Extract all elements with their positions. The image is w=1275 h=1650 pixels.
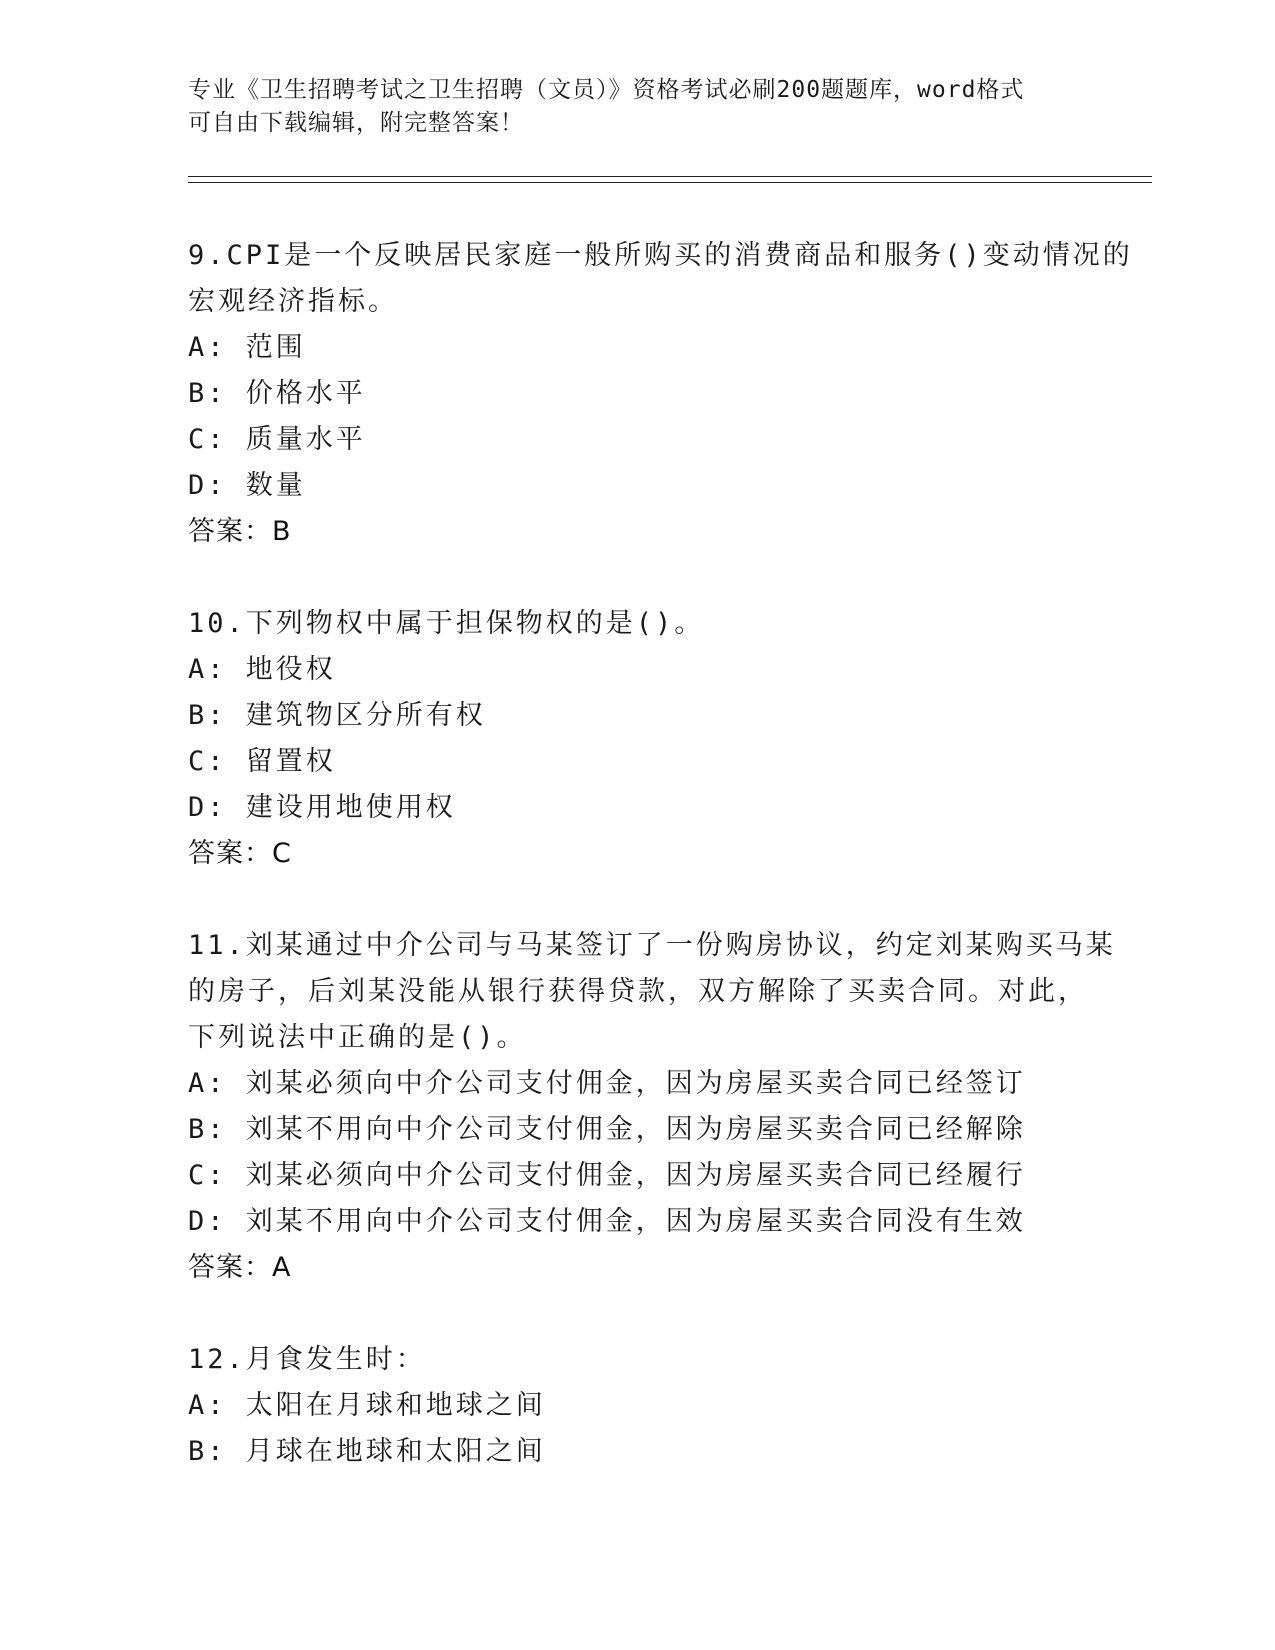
option-a: A: 地役权: [188, 654, 336, 685]
question-text-line: 下列说法中正确的是()。: [188, 1022, 527, 1053]
option-a: A: 刘某必须向中介公司支付佣金，因为房屋买卖合同已经签订: [188, 1068, 1026, 1099]
answer-label: 答案：C: [188, 838, 292, 869]
question-text-line: 9.CPI是一个反映居民家庭一般所购买的消费商品和服务()变动情况的: [188, 240, 1133, 271]
header-divider-top: [188, 176, 1152, 177]
option-d: D: 数量: [188, 470, 306, 501]
question-text: [188, 601, 1088, 647]
header-line-2: 可自由下载编辑，附完整答案！: [188, 110, 524, 136]
question-text-line: 10.下列物权中属于担保物权的是()。: [188, 608, 705, 639]
option-d: D: 刘某不用向中介公司支付佣金，因为房屋买卖合同没有生效: [188, 1206, 1026, 1237]
question-item: [188, 1337, 1088, 1475]
option-b: B: 刘某不用向中介公司支付佣金，因为房屋买卖合同已经解除: [188, 1114, 1026, 1145]
question-text-line: 12.月食发生时：: [188, 1344, 426, 1375]
header-divider-bottom: [188, 182, 1152, 183]
question-text-line: 的房子，后刘某没能从银行获得贷款，双方解除了买卖合同。对此，: [188, 976, 1088, 1007]
question-item: [188, 923, 1116, 1291]
answer-label: 答案：B: [188, 516, 292, 547]
question-text: [188, 923, 1116, 1061]
option-a: A: 太阳在月球和地球之间: [188, 1390, 546, 1421]
option-b: B: 月球在地球和太阳之间: [188, 1436, 546, 1467]
option-c: C: 刘某必须向中介公司支付佣金，因为房屋买卖合同已经履行: [188, 1160, 1026, 1191]
option-d: D: 建设用地使用权: [188, 792, 456, 823]
question-list: [188, 233, 1133, 1521]
option-a: A: 范围: [188, 332, 306, 363]
option-b: B: 建筑物区分所有权: [188, 700, 486, 731]
document-header: [188, 74, 1088, 140]
option-c: C: 质量水平: [188, 424, 366, 455]
question-text-line: 宏观经济指标。: [188, 286, 398, 317]
question-item: [188, 601, 1088, 877]
option-c: C: 留置权: [188, 746, 336, 777]
question-text: [188, 1337, 1088, 1383]
question-item: [188, 233, 1133, 555]
option-b: B: 价格水平: [188, 378, 366, 409]
question-text: [188, 233, 1133, 325]
answer-label: 答案：A: [188, 1252, 292, 1283]
question-text-line: 11.刘某通过中介公司与马某签订了一份购房协议，约定刘某购买马某: [188, 930, 1116, 961]
header-line-1: 专业《卫生招聘考试之卫生招聘（文员）》资格考试必刷200题题库，word格式: [188, 77, 1025, 103]
